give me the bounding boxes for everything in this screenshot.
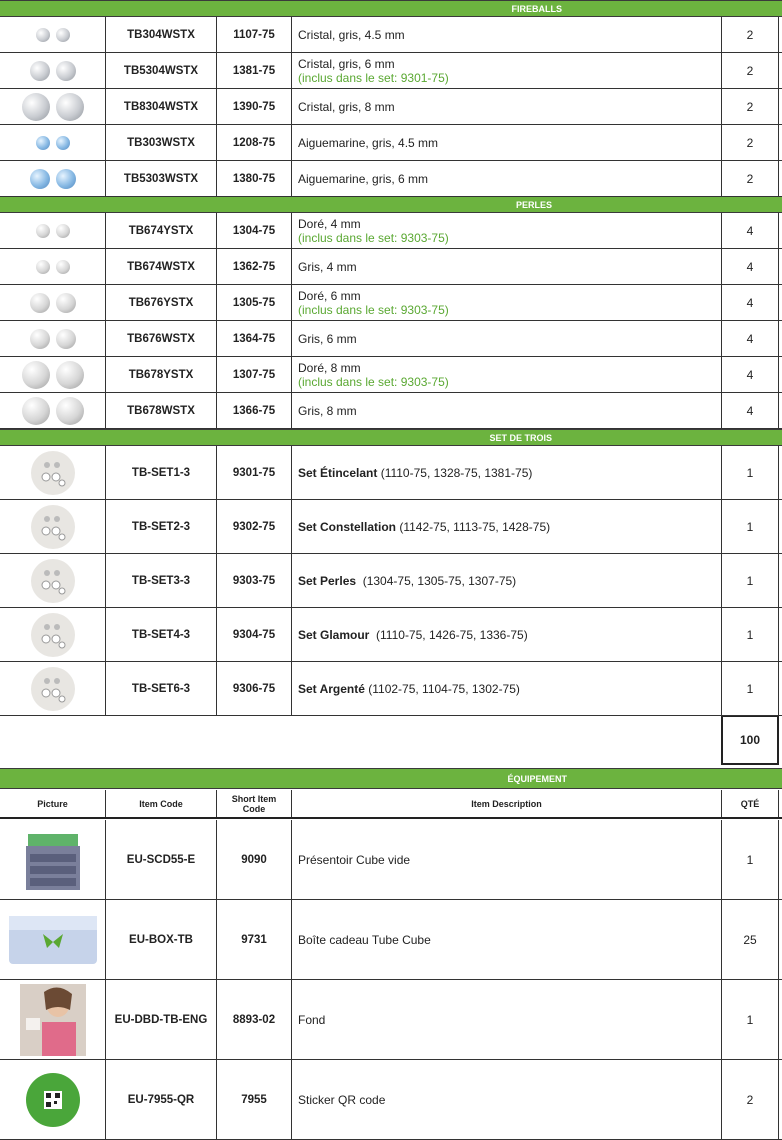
item-code-cell <box>106 89 217 124</box>
col-label: Item Code <box>139 798 183 809</box>
pearl-ball-icon <box>22 361 50 389</box>
short-code-cell <box>217 1060 292 1139</box>
item-code: TB304WSTX <box>127 28 195 41</box>
description-cell <box>292 285 722 320</box>
qty-cell <box>722 608 779 661</box>
set-contents: (1304-75, 1305-75, 1307-75) <box>356 573 517 588</box>
description-cell <box>292 249 722 284</box>
item-code-cell <box>106 161 217 196</box>
picture-cell <box>0 1060 106 1139</box>
col-short-code <box>217 790 292 817</box>
section-title: SET DE TROIS <box>489 433 552 443</box>
picture-cell <box>0 213 106 248</box>
pearl-ball-icon <box>56 329 76 349</box>
item-code-cell <box>106 321 217 356</box>
qty-cell <box>722 662 779 715</box>
item-description: Aiguemarine, gris, 6 mm <box>298 171 429 186</box>
short-item-code: 8893-02 <box>232 1013 276 1026</box>
item-description: Fond <box>298 1012 326 1027</box>
picture-cell <box>0 500 106 553</box>
item-description <box>298 682 721 696</box>
set-contents: (1142-75, 1113-75, 1428-75) <box>396 519 551 534</box>
qty-cell <box>722 820 779 899</box>
short-item-code: 1208-75 <box>232 136 276 149</box>
quantity: 2 <box>746 27 754 42</box>
set-note: (inclus dans le set: 9303-75) <box>298 374 449 389</box>
qty-cell <box>722 500 779 553</box>
earring-set-icon <box>31 613 75 657</box>
item-code: TB5303WSTX <box>123 172 199 185</box>
table-row <box>0 321 782 357</box>
item-description: Doré, 6 mm <box>298 288 361 303</box>
item-code: TB-SET6-3 <box>131 682 191 695</box>
quantity: 1 <box>746 852 754 867</box>
description-cell <box>292 89 722 124</box>
picture-cell <box>0 89 106 124</box>
col-qty <box>722 790 779 817</box>
item-description <box>298 520 721 534</box>
crystal-ball-icon <box>56 28 70 42</box>
description-cell <box>292 608 722 661</box>
item-code-cell <box>106 554 217 607</box>
quantity: 1 <box>746 519 754 534</box>
item-code: TB-SET2-3 <box>131 520 191 533</box>
description-cell <box>292 125 722 160</box>
qty-cell <box>722 980 779 1059</box>
col-label: Short Item Code <box>231 793 277 814</box>
item-code: EU-7955-QR <box>127 1093 195 1106</box>
picture-cell <box>0 446 106 499</box>
picture-cell <box>0 161 106 196</box>
quantity: 4 <box>746 223 754 238</box>
total-value: 100 <box>739 733 761 747</box>
short-code-cell <box>217 554 292 607</box>
table-row <box>0 17 782 53</box>
quantity: 4 <box>746 259 754 274</box>
short-item-code: 1381-75 <box>232 64 276 77</box>
short-item-code: 1307-75 <box>232 368 276 381</box>
pearl-ball-icon <box>36 224 50 238</box>
item-description: Sticker QR code <box>298 1092 386 1107</box>
earring-set-icon <box>31 505 75 549</box>
item-code: TB303WSTX <box>127 136 195 149</box>
display-cube-icon <box>18 824 88 896</box>
table-row <box>0 285 782 321</box>
picture-cell <box>0 393 106 428</box>
description-cell <box>292 393 722 428</box>
short-item-code: 1364-75 <box>232 332 276 345</box>
qty-cell <box>722 17 779 52</box>
item-code-cell <box>106 1060 217 1139</box>
set-contents: (1110-75, 1328-75, 1381-75) <box>377 465 533 480</box>
col-label: QTÉ <box>740 798 760 809</box>
quantity: 2 <box>746 1092 754 1107</box>
description-cell <box>292 213 722 248</box>
quantity: 1 <box>746 681 754 696</box>
description-cell <box>292 1060 722 1139</box>
item-description: Gris, 8 mm <box>298 403 357 418</box>
short-item-code: 9303-75 <box>232 574 276 587</box>
short-code-cell <box>217 285 292 320</box>
item-code-cell <box>106 249 217 284</box>
picture-cell <box>0 662 106 715</box>
pearl-ball-icon <box>56 260 70 274</box>
description-cell <box>292 980 722 1059</box>
picture-cell <box>0 608 106 661</box>
item-code-cell <box>106 17 217 52</box>
quantity: 4 <box>746 331 754 346</box>
short-code-cell <box>217 125 292 160</box>
item-code: TB-SET4-3 <box>131 628 191 641</box>
short-item-code: 1366-75 <box>232 404 276 417</box>
item-code-cell <box>106 608 217 661</box>
pearl-ball-icon <box>56 293 76 313</box>
aqua-ball-icon <box>30 169 50 189</box>
qty-cell <box>722 357 779 392</box>
section-title: PERLES <box>515 200 552 210</box>
short-item-code: 9090 <box>241 853 267 866</box>
item-code-cell <box>106 820 217 899</box>
table-row <box>0 820 782 900</box>
section-header-perles <box>0 196 782 213</box>
item-description: Cristal, gris, 6 mm <box>298 56 395 71</box>
aqua-ball-icon <box>36 136 50 150</box>
short-code-cell <box>217 357 292 392</box>
item-description <box>298 628 721 642</box>
item-code-cell <box>106 500 217 553</box>
col-label: Item Description <box>471 798 542 809</box>
item-code: TB674YSTX <box>128 224 194 237</box>
item-description: Doré, 4 mm <box>298 216 361 231</box>
crystal-ball-icon <box>56 93 84 121</box>
quantity: 2 <box>746 99 754 114</box>
short-item-code: 1305-75 <box>232 296 276 309</box>
short-code-cell <box>217 53 292 88</box>
item-code: TB8304WSTX <box>123 100 199 113</box>
description-cell <box>292 446 722 499</box>
set-note: (inclus dans le set: 9303-75) <box>298 302 449 317</box>
section-header-fireballs <box>0 0 782 17</box>
short-code-cell <box>217 249 292 284</box>
item-description: Gris, 4 mm <box>298 259 357 274</box>
table-row <box>0 500 782 554</box>
quantity: 1 <box>746 627 754 642</box>
quantity: 4 <box>746 295 754 310</box>
short-item-code: 9301-75 <box>232 466 276 479</box>
aqua-ball-icon <box>56 169 76 189</box>
set-note: (inclus dans le set: 9301-75) <box>298 70 449 85</box>
short-code-cell <box>217 321 292 356</box>
qty-cell <box>722 393 779 428</box>
item-code-cell <box>106 662 217 715</box>
table-row <box>0 608 782 662</box>
short-code-cell <box>217 89 292 124</box>
item-description: Cristal, gris, 8 mm <box>298 99 395 114</box>
item-code: TB678YSTX <box>128 368 194 381</box>
qty-cell <box>722 89 779 124</box>
item-code-cell <box>106 393 217 428</box>
table-row <box>0 554 782 608</box>
table-row <box>0 125 782 161</box>
table-row <box>0 1060 782 1140</box>
short-item-code: 9304-75 <box>232 628 276 641</box>
table-row <box>0 357 782 393</box>
table-row <box>0 161 782 197</box>
item-code: TB-SET1-3 <box>131 466 191 479</box>
item-code-cell <box>106 53 217 88</box>
pearl-ball-icon <box>22 397 50 425</box>
table-row <box>0 213 782 249</box>
earring-set-icon <box>31 451 75 495</box>
set-name: Set Argenté <box>298 681 365 696</box>
pearl-ball-icon <box>56 224 70 238</box>
table-row <box>0 662 782 716</box>
item-code: TB674WSTX <box>127 260 195 273</box>
short-code-cell <box>217 608 292 661</box>
section-title: ÉQUIPEMENT <box>507 774 567 784</box>
earring-set-icon <box>31 667 75 711</box>
item-code: TB676YSTX <box>128 296 194 309</box>
short-item-code: 1107-75 <box>233 28 275 41</box>
qty-cell <box>722 53 779 88</box>
item-code: TB676WSTX <box>127 332 195 345</box>
short-code-cell <box>217 662 292 715</box>
qr-sticker-icon <box>25 1072 81 1128</box>
quantity: 1 <box>746 573 754 588</box>
quantity: 1 <box>746 1012 754 1027</box>
qty-cell <box>722 1060 779 1139</box>
set-name: Set Perles <box>298 573 357 588</box>
pearl-ball-icon <box>56 397 84 425</box>
short-code-cell <box>217 213 292 248</box>
set-contents: (1102-75, 1104-75, 1302-75) <box>364 681 520 696</box>
description-cell <box>292 161 722 196</box>
description-cell <box>292 357 722 392</box>
short-code-cell <box>217 446 292 499</box>
qty-cell <box>722 213 779 248</box>
description-cell <box>292 900 722 979</box>
item-code: TB5304WSTX <box>123 64 199 77</box>
quantity: 25 <box>743 932 757 947</box>
crystal-ball-icon <box>22 93 50 121</box>
short-code-cell <box>217 17 292 52</box>
description-cell <box>292 53 722 88</box>
equipement-table-header <box>0 790 782 819</box>
item-code: EU-SCD55-E <box>126 853 196 866</box>
table-row <box>0 980 782 1060</box>
item-code: EU-BOX-TB <box>129 933 193 946</box>
item-description: Présentoir Cube vide <box>298 852 411 867</box>
picture-cell <box>0 53 106 88</box>
crystal-ball-icon <box>36 28 50 42</box>
short-code-cell <box>217 820 292 899</box>
picture-cell <box>0 980 106 1059</box>
backdrop-icon <box>20 984 86 1056</box>
item-code: TB678WSTX <box>127 404 195 417</box>
col-item-code <box>106 790 217 817</box>
pearl-ball-icon <box>30 293 50 313</box>
qty-cell <box>722 900 779 979</box>
quantity: 4 <box>746 367 754 382</box>
table-row <box>0 393 782 429</box>
item-description <box>298 574 721 588</box>
picture-cell <box>0 900 106 979</box>
short-item-code: 9302-75 <box>232 520 276 533</box>
item-description: Cristal, gris, 4.5 mm <box>298 27 405 42</box>
set-note: (inclus dans le set: 9303-75) <box>298 230 449 245</box>
picture-cell <box>0 17 106 52</box>
pearl-ball-icon <box>30 329 50 349</box>
short-item-code: 9731 <box>241 933 267 946</box>
set-name: Set Étincelant <box>298 465 378 480</box>
pearl-ball-icon <box>56 361 84 389</box>
short-code-cell <box>217 161 292 196</box>
qty-cell <box>722 161 779 196</box>
description-cell <box>292 820 722 899</box>
short-code-cell <box>217 500 292 553</box>
quantity: 4 <box>746 403 754 418</box>
item-code-cell <box>106 980 217 1059</box>
short-item-code: 7955 <box>241 1093 267 1106</box>
picture-cell <box>0 554 106 607</box>
earring-set-icon <box>31 559 75 603</box>
short-item-code: 1304-75 <box>232 224 276 237</box>
item-code: TB-SET3-3 <box>131 574 191 587</box>
col-picture <box>0 790 106 817</box>
quantity: 1 <box>746 465 754 480</box>
item-description: Gris, 6 mm <box>298 331 357 346</box>
section-header-set-de-trois <box>0 429 782 446</box>
quantity: 2 <box>746 171 754 186</box>
short-item-code: 1380-75 <box>232 172 276 185</box>
section-header-equipement <box>0 768 782 789</box>
picture-cell <box>0 285 106 320</box>
crystal-ball-icon <box>56 61 76 81</box>
total-box <box>721 715 779 765</box>
set-contents: (1110-75, 1426-75, 1336-75) <box>369 627 528 642</box>
description-cell <box>292 17 722 52</box>
description-cell <box>292 500 722 553</box>
col-label: Picture <box>37 798 68 809</box>
item-code-cell <box>106 446 217 499</box>
item-description: Aiguemarine, gris, 4.5 mm <box>298 135 439 150</box>
description-cell <box>292 662 722 715</box>
picture-cell <box>0 321 106 356</box>
qty-cell <box>722 285 779 320</box>
pearl-ball-icon <box>36 260 50 274</box>
item-code-cell <box>106 900 217 979</box>
item-description: Boîte cadeau Tube Cube <box>298 932 431 947</box>
description-cell <box>292 554 722 607</box>
picture-cell <box>0 357 106 392</box>
qty-cell <box>722 249 779 284</box>
set-name: Set Glamour <box>298 627 370 642</box>
short-code-cell <box>217 980 292 1059</box>
table-row <box>0 53 782 89</box>
item-code-cell <box>106 213 217 248</box>
qty-cell <box>722 321 779 356</box>
short-code-cell <box>217 393 292 428</box>
crystal-ball-icon <box>30 61 50 81</box>
short-item-code: 1362-75 <box>232 260 276 273</box>
item-code-cell <box>106 285 217 320</box>
picture-cell <box>0 125 106 160</box>
gift-box-icon <box>7 912 99 968</box>
quantity: 2 <box>746 63 754 78</box>
description-cell <box>292 321 722 356</box>
qty-cell <box>722 446 779 499</box>
short-code-cell <box>217 900 292 979</box>
col-description <box>292 790 722 817</box>
short-item-code: 9306-75 <box>232 682 276 695</box>
item-description: Doré, 8 mm <box>298 360 361 375</box>
aqua-ball-icon <box>56 136 70 150</box>
item-code-cell <box>106 125 217 160</box>
quantity: 2 <box>746 135 754 150</box>
table-row <box>0 89 782 125</box>
set-name: Set Constellation <box>298 519 397 534</box>
qty-cell <box>722 125 779 160</box>
item-code: EU-DBD-TB-ENG <box>114 1013 208 1026</box>
table-row <box>0 446 782 500</box>
table-row <box>0 900 782 980</box>
section-title: FIREBALLS <box>511 4 562 14</box>
table-row <box>0 249 782 285</box>
item-description <box>298 466 721 480</box>
qty-cell <box>722 554 779 607</box>
short-item-code: 1390-75 <box>232 100 276 113</box>
item-code-cell <box>106 357 217 392</box>
picture-cell <box>0 249 106 284</box>
picture-cell <box>0 820 106 899</box>
